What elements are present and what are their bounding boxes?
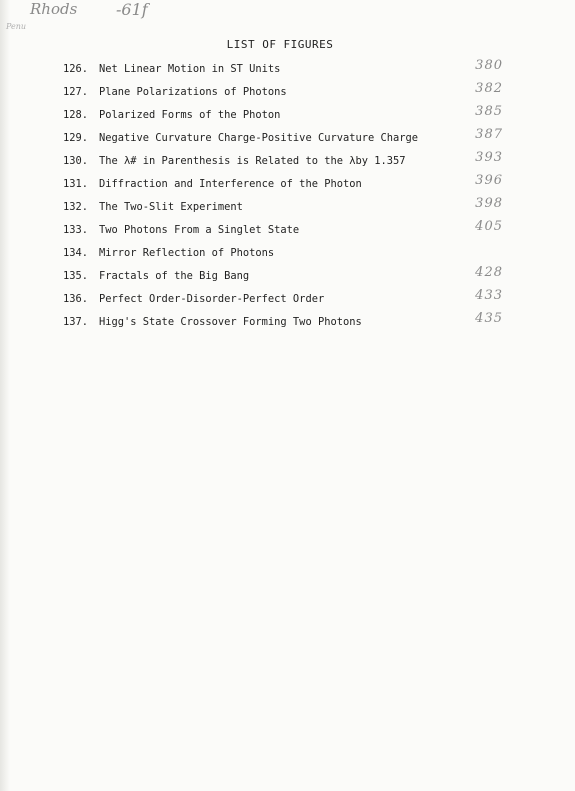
figure-entry [63,265,503,292]
figure-page-number: 393 [475,150,503,165]
figure-title: Negative Curvature Charge-Positive Curvature Charge [99,132,419,144]
figure-entry [63,196,503,223]
figure-number: 126. [63,63,89,75]
figure-entry [63,150,503,177]
figure-number: 134. [63,247,89,259]
figure-page-number: 380 [475,58,503,73]
figure-number: 135. [63,270,89,282]
figure-entry [63,246,503,269]
figure-title: Diffraction and Interference of the Photon [99,178,362,190]
figure-number: 127. [63,86,89,98]
handwritten-note-center: -61f [116,0,148,19]
figure-title: The λ# in Parenthesis is Related to the λby 1.357 [99,155,406,167]
figure-title: Plane Polarizations of Photons [99,86,287,98]
figure-page-number: 387 [475,127,503,142]
figure-page-number: 396 [475,173,503,188]
figure-entry [63,58,503,85]
figure-number: 133. [63,224,89,236]
figure-number: 129. [63,132,89,144]
handwritten-note-small: Penu [6,22,27,31]
figure-title: Fractals of the Big Bang [99,270,250,282]
figure-page-number: 405 [475,219,503,234]
figure-title: Higg's State Crossover Forming Two Photons [99,316,362,328]
figure-title: Net Linear Motion in ST Units [99,63,281,75]
figure-entry [63,104,503,131]
figure-page-number: 433 [475,288,503,303]
figure-entry [63,311,503,338]
page-edge-shadow [0,0,10,791]
page-title: LIST OF FIGURES [226,38,334,51]
figure-page-number: 382 [475,81,503,96]
figure-number: 128. [63,109,89,121]
figure-entry [63,288,503,315]
figure-title: Two Photons From a Singlet State [99,224,300,236]
figure-list [63,58,503,338]
figure-entry [63,219,503,246]
figure-number: 137. [63,316,89,328]
figure-entry [63,81,503,108]
figure-page-number: 398 [475,196,503,211]
figure-number: 130. [63,155,89,167]
figure-title: Mirror Reflection of Photons [99,247,275,259]
figure-title: Perfect Order-Disorder-Perfect Order [99,293,325,305]
figure-entry [63,173,503,200]
figure-number: 132. [63,201,89,213]
figure-title: The Two-Slit Experiment [99,201,243,213]
figure-page-number: 435 [475,311,503,326]
figure-number: 136. [63,293,89,305]
figure-title: Polarized Forms of the Photon [99,109,281,121]
figure-page-number: 428 [475,265,503,280]
figure-number: 131. [63,178,89,190]
figure-page-number: 385 [475,104,503,119]
handwritten-note-left: Rhods [30,0,78,18]
figure-entry [63,127,503,154]
